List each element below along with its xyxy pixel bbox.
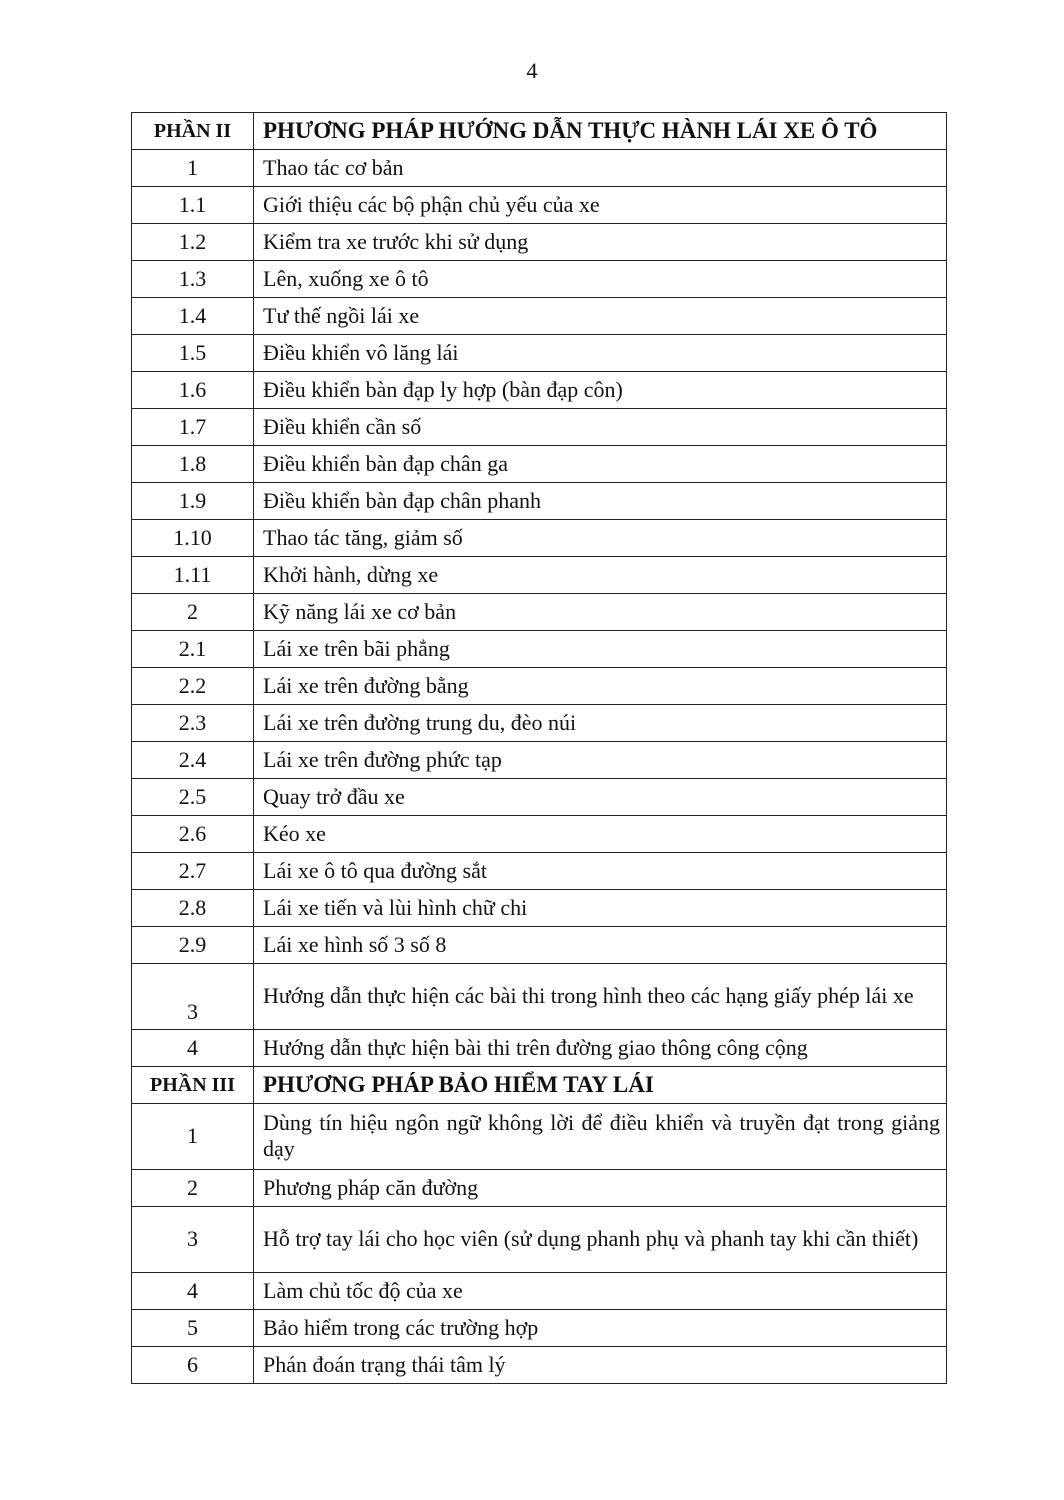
section-title: PHƯƠNG PHÁP HƯỚNG DẪN THỰC HÀNH LÁI XE Ô TÔ [254,113,947,150]
item-number: 1.3 [132,261,254,298]
item-number: 1.1 [132,187,254,224]
table-row [132,1030,947,1067]
section-number: PHẦN II [132,113,254,150]
item-number: 1 [132,1104,254,1170]
page-number: 4 [526,58,538,83]
item-title: Lái xe trên bãi phẳng [254,631,947,668]
table-row [132,224,947,261]
table-row [132,1347,947,1384]
table-row [132,853,947,890]
item-number: 2.5 [132,779,254,816]
table-row [132,705,947,742]
item-title: Lái xe tiến và lùi hình chữ chi [254,890,947,927]
item-number: 2.7 [132,853,254,890]
table-row [132,742,947,779]
item-title: Quay trở đầu xe [254,779,947,816]
table-row [132,335,947,372]
table-row [132,187,947,224]
table-row [132,594,947,631]
table-row [132,483,947,520]
item-number: 2.1 [132,631,254,668]
contents-table [131,112,947,1384]
item-title: Kỹ năng lái xe cơ bản [254,594,947,631]
item-title: Điều khiển bàn đạp ly hợp (bàn đạp côn) [254,372,947,409]
item-title: Giới thiệu các bộ phận chủ yếu của xe [254,187,947,224]
item-title: Điều khiển cần số [254,409,947,446]
item-number: 1.10 [132,520,254,557]
table-row [132,779,947,816]
item-title: Điều khiển bàn đạp chân phanh [254,483,947,520]
table-row [132,298,947,335]
table-row [132,964,947,1030]
item-title: Khởi hành, dừng xe [254,557,947,594]
item-title: Phương pháp căn đường [254,1170,947,1207]
table-row [132,261,947,298]
item-number: 2 [132,594,254,631]
table-row [132,816,947,853]
section-number: PHẦN III [132,1067,254,1104]
item-number: 1.7 [132,409,254,446]
table-row [132,1104,947,1170]
table-row [132,1310,947,1347]
item-number: 2.4 [132,742,254,779]
item-title: Bảo hiểm trong các trường hợp [254,1310,947,1347]
item-number: 6 [132,1347,254,1384]
item-number: 5 [132,1310,254,1347]
table-row [132,1273,947,1310]
item-number: 2.3 [132,705,254,742]
table-row [132,668,947,705]
table-row [132,890,947,927]
item-title: Tư thế ngồi lái xe [254,298,947,335]
item-title: Hỗ trợ tay lái cho học viên (sử dụng phanh phụ và phanh tay khi cần thiết) [254,1207,947,1273]
item-number: 2.6 [132,816,254,853]
item-number: 2.9 [132,927,254,964]
item-title: Lái xe trên đường bằng [254,668,947,705]
item-number: 3 [132,1207,254,1273]
table-row [132,446,947,483]
item-title: Làm chủ tốc độ của xe [254,1273,947,1310]
table-row [132,557,947,594]
item-number: 1 [132,150,254,187]
item-number: 1.6 [132,372,254,409]
item-number: 1.9 [132,483,254,520]
item-title: Hướng dẫn thực hiện các bài thi trong hình theo các hạng giấy phép lái xe [254,964,947,1030]
item-number: 3 [132,964,254,1030]
item-title: Thao tác cơ bản [254,150,947,187]
item-title: Lái xe hình số 3 số 8 [254,927,947,964]
item-number: 4 [132,1273,254,1310]
table-row [132,631,947,668]
item-title: Lái xe trên đường trung du, đèo núi [254,705,947,742]
table-row [132,927,947,964]
item-number: 1.11 [132,557,254,594]
item-number: 1.2 [132,224,254,261]
item-number: 2 [132,1170,254,1207]
table-row [132,1170,947,1207]
section-title: PHƯƠNG PHÁP BẢO HIỂM TAY LÁI [254,1067,947,1104]
item-title: Lái xe trên đường phức tạp [254,742,947,779]
table-row [132,409,947,446]
table-row [132,150,947,187]
item-title: Lái xe ô tô qua đường sắt [254,853,947,890]
item-title: Lên, xuống xe ô tô [254,261,947,298]
item-number: 2.8 [132,890,254,927]
item-title: Kéo xe [254,816,947,853]
section-header-row [132,1067,947,1104]
item-title: Phán đoán trạng thái tâm lý [254,1347,947,1384]
item-number: 2.2 [132,668,254,705]
item-number: 4 [132,1030,254,1067]
item-title: Thao tác tăng, giảm số [254,520,947,557]
table-row [132,372,947,409]
item-title: Kiểm tra xe trước khi sử dụng [254,224,947,261]
item-number: 1.5 [132,335,254,372]
item-title: Điều khiển vô lăng lái [254,335,947,372]
item-number: 1.4 [132,298,254,335]
item-number: 1.8 [132,446,254,483]
table-row [132,1207,947,1273]
item-title: Hướng dẫn thực hiện bài thi trên đường giao thông công cộng [254,1030,947,1067]
item-title: Dùng tín hiệu ngôn ngữ không lời để điều khiển và truyền đạt trong giảng dạy [254,1104,947,1170]
item-title: Điều khiển bàn đạp chân ga [254,446,947,483]
section-header-row [132,113,947,150]
table-row [132,520,947,557]
